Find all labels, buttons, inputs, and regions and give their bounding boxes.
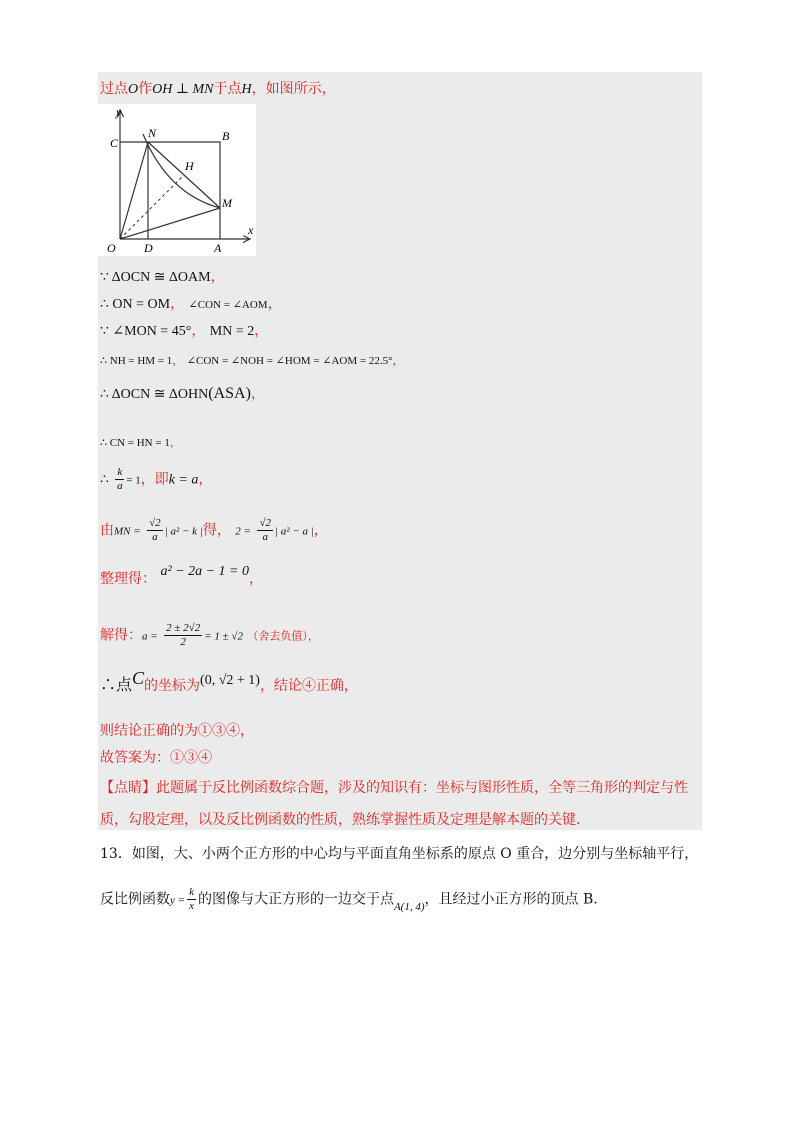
segment-mn (148, 142, 220, 208)
intro-pre: 过点 (100, 81, 128, 97)
conclusion-line: 则结论正确的为①③④， (100, 723, 254, 739)
step-9 (100, 564, 263, 589)
step-8-den-b: a (262, 531, 268, 543)
label-h: H (185, 159, 194, 173)
step-11-pre: ∴点 (100, 677, 133, 694)
step-7-expr: k = a (168, 472, 199, 488)
function-num: k (189, 886, 194, 898)
step-7-mid: ，即 (140, 471, 169, 488)
step-6-expr: ∴ CN = HN = 1 (100, 437, 170, 449)
step-8-rhs-a: | a² − k | (164, 525, 203, 538)
step-1-expr: ∵ ΔOCN ≅ ΔOAM (100, 270, 211, 285)
label-a: A (214, 241, 222, 255)
step-10-num: 2 ± 2√2 (166, 622, 201, 634)
step-8 (100, 517, 328, 544)
step-9-tail: ， (249, 571, 263, 587)
step-8-num-a: √2 (149, 517, 161, 529)
intro-mid: 作 (138, 81, 153, 97)
question-line-2-mid: 的图像与大正方形的一边交于点 (197, 891, 394, 908)
label-m: M (222, 196, 232, 210)
step-8-tail: ， (313, 522, 328, 539)
figure-svg (98, 104, 256, 256)
step-7-eq: = 1 (126, 474, 141, 487)
point-o: O (128, 82, 139, 97)
step-10-den: 2 (180, 636, 186, 648)
step-8-fraction-a (147, 517, 163, 544)
step-4-expr-a: ∴ NH = HM = 1 (100, 355, 173, 367)
question-line-2-post: ，且经过小正方形的顶点 B. (424, 891, 598, 908)
perpendicular-expr: OH ⊥ MN (152, 82, 214, 97)
step-2-expr-a: ∴ ON = OM (100, 297, 171, 312)
step-3-expr-b: MN = 2 (209, 324, 255, 339)
step-5-paren: (ASA) (208, 385, 251, 402)
step-10-fraction (164, 622, 202, 649)
step-7 (100, 466, 212, 493)
question-13-line-2 (100, 886, 598, 913)
step-10-lhs: a = (142, 630, 158, 643)
step-4 (100, 352, 404, 370)
intro-line (100, 80, 336, 99)
step-7-therefore: ∴ (100, 472, 109, 488)
step-3-sep: ， (191, 323, 206, 339)
step-3-tail: ， (254, 323, 269, 339)
point-h: H (241, 82, 252, 97)
step-10 (100, 622, 319, 649)
function-fraction (187, 886, 196, 913)
geometry-figure (98, 104, 256, 256)
intro-post: 于点 (213, 81, 242, 97)
step-2 (100, 295, 282, 314)
step-3-expr-a: ∵ ∠MON = 45° (100, 324, 192, 339)
step-7-tail: ， (198, 471, 213, 488)
step-10-pre: 解得： (100, 627, 142, 644)
step-9-pre: 整理得： (100, 571, 156, 587)
segment-om (120, 208, 220, 239)
label-y: y (116, 105, 122, 119)
answer-line: 故答案为：①③④ (100, 750, 212, 766)
step-8-fraction-b (257, 517, 273, 544)
label-d: D (144, 241, 153, 255)
step-4-expr-b: ∠CON = ∠NOH = ∠HOM = ∠AOM = 22.5° (186, 355, 393, 367)
step-6-tail: ， (169, 436, 181, 449)
step-2-sep: ， (170, 296, 185, 312)
step-11 (100, 668, 358, 696)
question-13-line-1: 13．如图，大、小两个正方形的中心均与平面直角坐标系的原点 O 重合，边分别与坐标轴平行， (100, 846, 699, 862)
label-o: O (107, 241, 116, 255)
step-5 (100, 385, 265, 404)
step-4-tail: ， (392, 354, 404, 367)
function-lhs: y = (170, 894, 186, 907)
step-8-den-a: a (152, 531, 158, 543)
step-9-expr: a² − 2a − 1 = 0 (160, 564, 249, 579)
label-c: C (110, 136, 119, 150)
label-b: B (222, 129, 230, 143)
step-1-tail: ， (210, 269, 225, 285)
step-5-expr: ∴ ΔOCN ≅ ΔOHN (100, 387, 209, 402)
step-8-pre: 由 (100, 522, 114, 539)
intro-tail: ，如图所示， (251, 81, 336, 97)
label-n: N (148, 126, 157, 140)
step-10-note: （舍去负值）， (247, 629, 319, 643)
step-11-point-c: C (132, 668, 145, 688)
step-11-mid: 的坐标为 (144, 678, 201, 694)
label-x: x (248, 223, 254, 237)
step-1 (100, 268, 225, 287)
step-5-tail: ， (250, 386, 265, 402)
step-6 (100, 434, 181, 452)
step-7-fraction (115, 466, 124, 493)
step-8-rhs-b: | a² − a | (274, 525, 314, 538)
step-8-lhs-a: MN = (114, 525, 141, 538)
question-line-2-pre: 反比例函数 (100, 891, 170, 908)
step-2-expr-b: ∠CON = ∠AOM (188, 299, 268, 311)
step-2-tail: ， (267, 296, 282, 312)
step-11-coord: (0, √2 + 1) (200, 673, 260, 688)
point-a: A(1, 4) (393, 900, 425, 913)
function-den: x (189, 900, 194, 912)
comment-line-1: 【点睛】此题属于反比例函数综合题，涉及的知识有：坐标与图形性质，全等三角形的判定与性 (100, 780, 688, 796)
step-7-den: a (117, 480, 123, 492)
step-4-sep: ， (172, 354, 184, 367)
step-3 (100, 322, 268, 341)
step-8-mid: 得， (202, 522, 231, 539)
comment-line-2: 质，勾股定理，以及反比例函数的性质，熟练掌握性质及定理是解本题的关键. (100, 812, 581, 828)
step-8-lhs-b: 2 = (235, 525, 251, 538)
step-11-tail: ，结论④正确， (259, 678, 358, 694)
step-8-num-b: √2 (259, 517, 271, 529)
step-7-num: k (117, 466, 123, 478)
step-10-rhs: = 1 ± √2 (204, 630, 243, 643)
